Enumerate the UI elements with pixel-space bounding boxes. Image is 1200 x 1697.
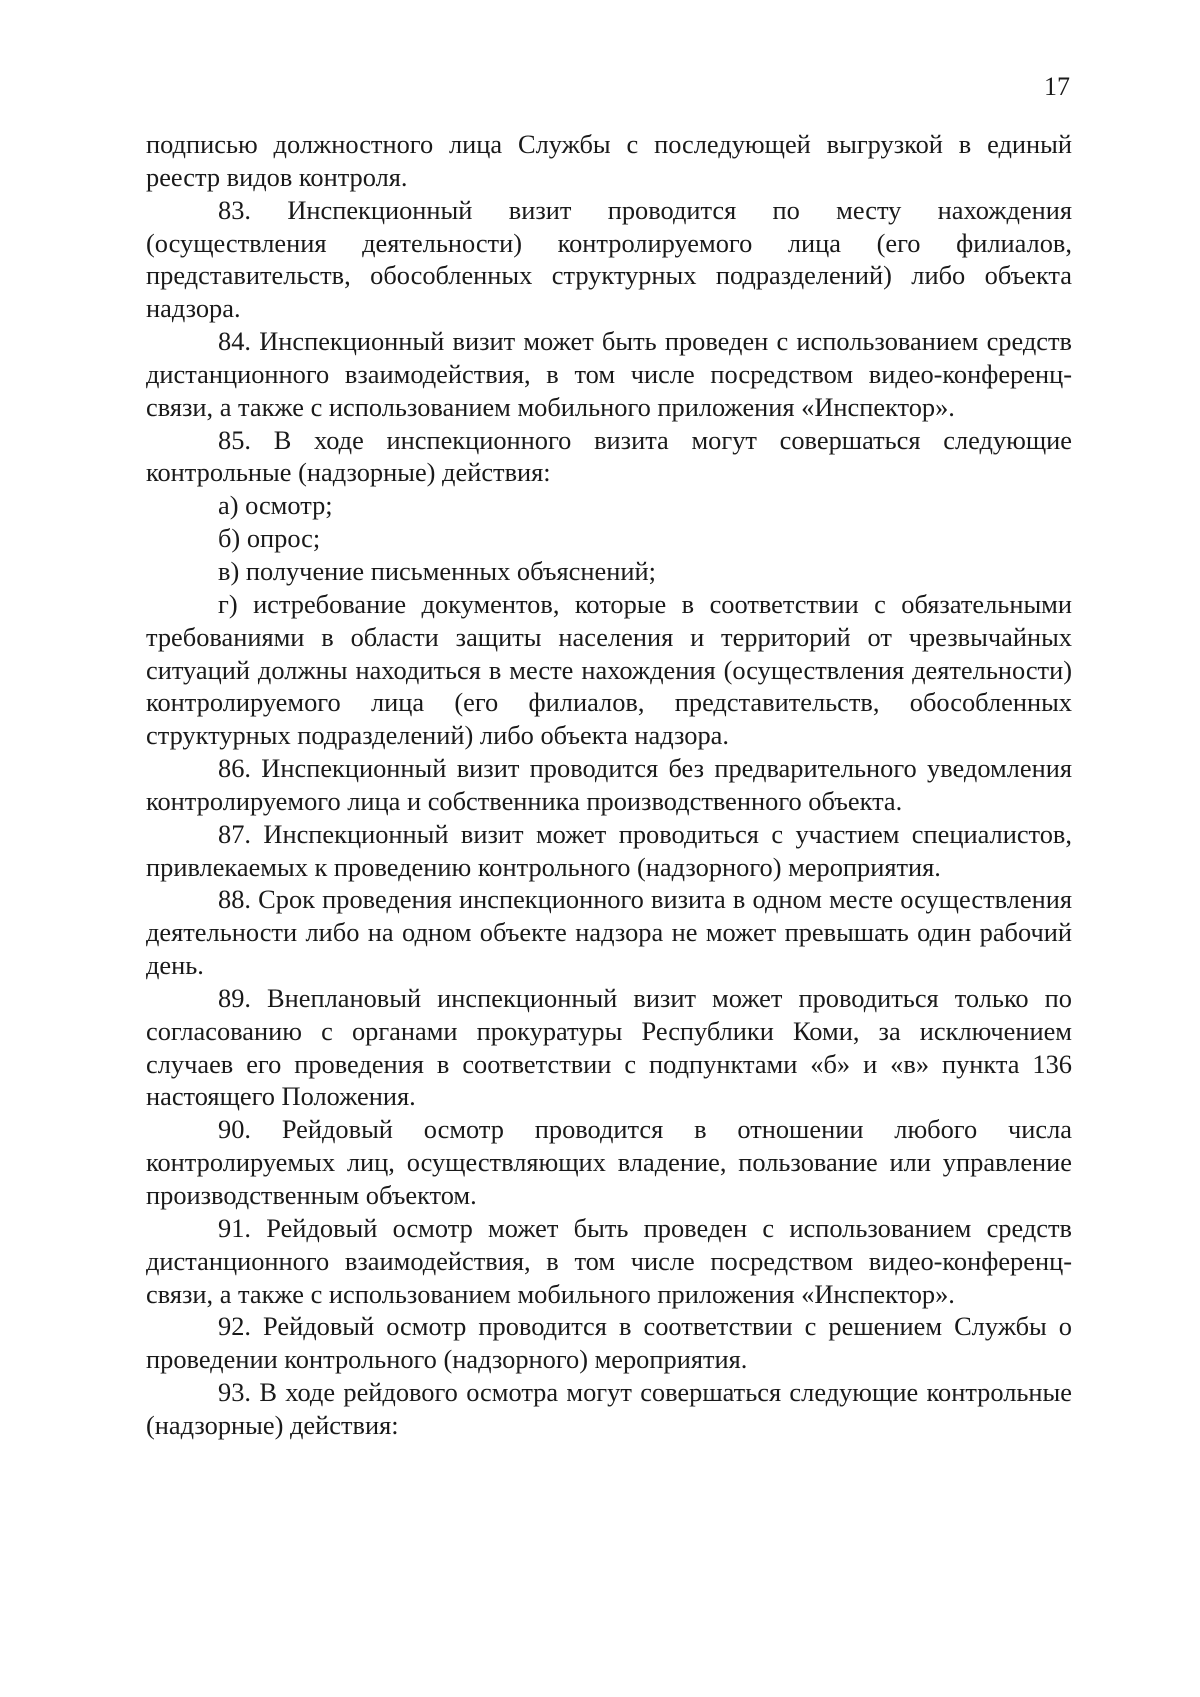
paragraph-86: 86. Инспекционный визит проводится без предварительного уведомления контролируемого лица и собственника производственного объекта.: [146, 753, 1072, 816]
paragraph-88: 88. Срок проведения инспекционного визита в одном месте осуществления деятельности либо на одном объекте надзора не может превышать один рабочий день.: [146, 884, 1072, 981]
document-body: [146, 128, 1072, 1442]
paragraph-93: 93. В ходе рейдового осмотра могут совершаться следующие контрольные (надзорные) действия:: [146, 1377, 1072, 1440]
paragraph-91: 91. Рейдовый осмотр может быть проведен с использованием средств дистанционного взаимодействия, в том числе посредством видео-конференц-связи, а также с использованием мобильного приложения «Инспектор».: [146, 1212, 1072, 1309]
list-item-b: б) опрос;: [218, 523, 321, 554]
paragraph-85: 85. В ходе инспекционного визита могут совершаться следующие контрольные (надзорные) действия:: [146, 424, 1072, 488]
list-item-v: в) получение письменных объяснений;: [218, 555, 656, 586]
paragraph-89: 89. Внеплановый инспекционный визит может проводиться только по согласованию с органами прокуратуры Республики Коми, за исключением случаев его проведения в соответствии с подпунктами «б» и «в» пункта 136 настоящего Положения.: [146, 982, 1072, 1112]
paragraph-90: 90. Рейдовый осмотр проводится в отношении любого числа контролируемых лиц, осуществляющих владение, пользование или управление производственным объектом.: [146, 1114, 1072, 1210]
paragraph-92: 92. Рейдовый осмотр проводится в соответствии с решением Службы о проведении контрольного (надзорного) мероприятия.: [146, 1311, 1072, 1375]
paragraph-83: 83. Инспекционный визит проводится по месту нахождения (осуществления деятельности) контролируемого лица (его филиалов, представительств, обособленных структурных подразделений) либо объекта надзора.: [146, 194, 1072, 324]
list-item-a: а) осмотр;: [218, 490, 333, 521]
list-item-g: г) истребование документов, которые в соответствии с обязательными требованиями в области защиты населения и территорий от чрезвычайных ситуаций должны находиться в месте нахождения (осуществления деятельности) контролируемого лица (его филиалов, представительств, обособленных структурных подразделений) либо объекта надзора.: [146, 588, 1072, 751]
paragraph-87: 87. Инспекционный визит может проводиться с участием специалистов, привлекаемых к проведению контрольного (надзорного) мероприятия.: [146, 818, 1072, 882]
paragraph-continuation: подписью должностного лица Службы с последующей выгрузкой в единый реестр видов контроля.: [146, 129, 1072, 192]
paragraph-84: 84. Инспекционный визит может быть проведен с использованием средств дистанционного взаимодействия, в том числе посредством видео-конференц-связи, а также с использованием мобильного приложения «Инспектор».: [146, 326, 1072, 422]
page-number: 17: [1044, 72, 1070, 101]
